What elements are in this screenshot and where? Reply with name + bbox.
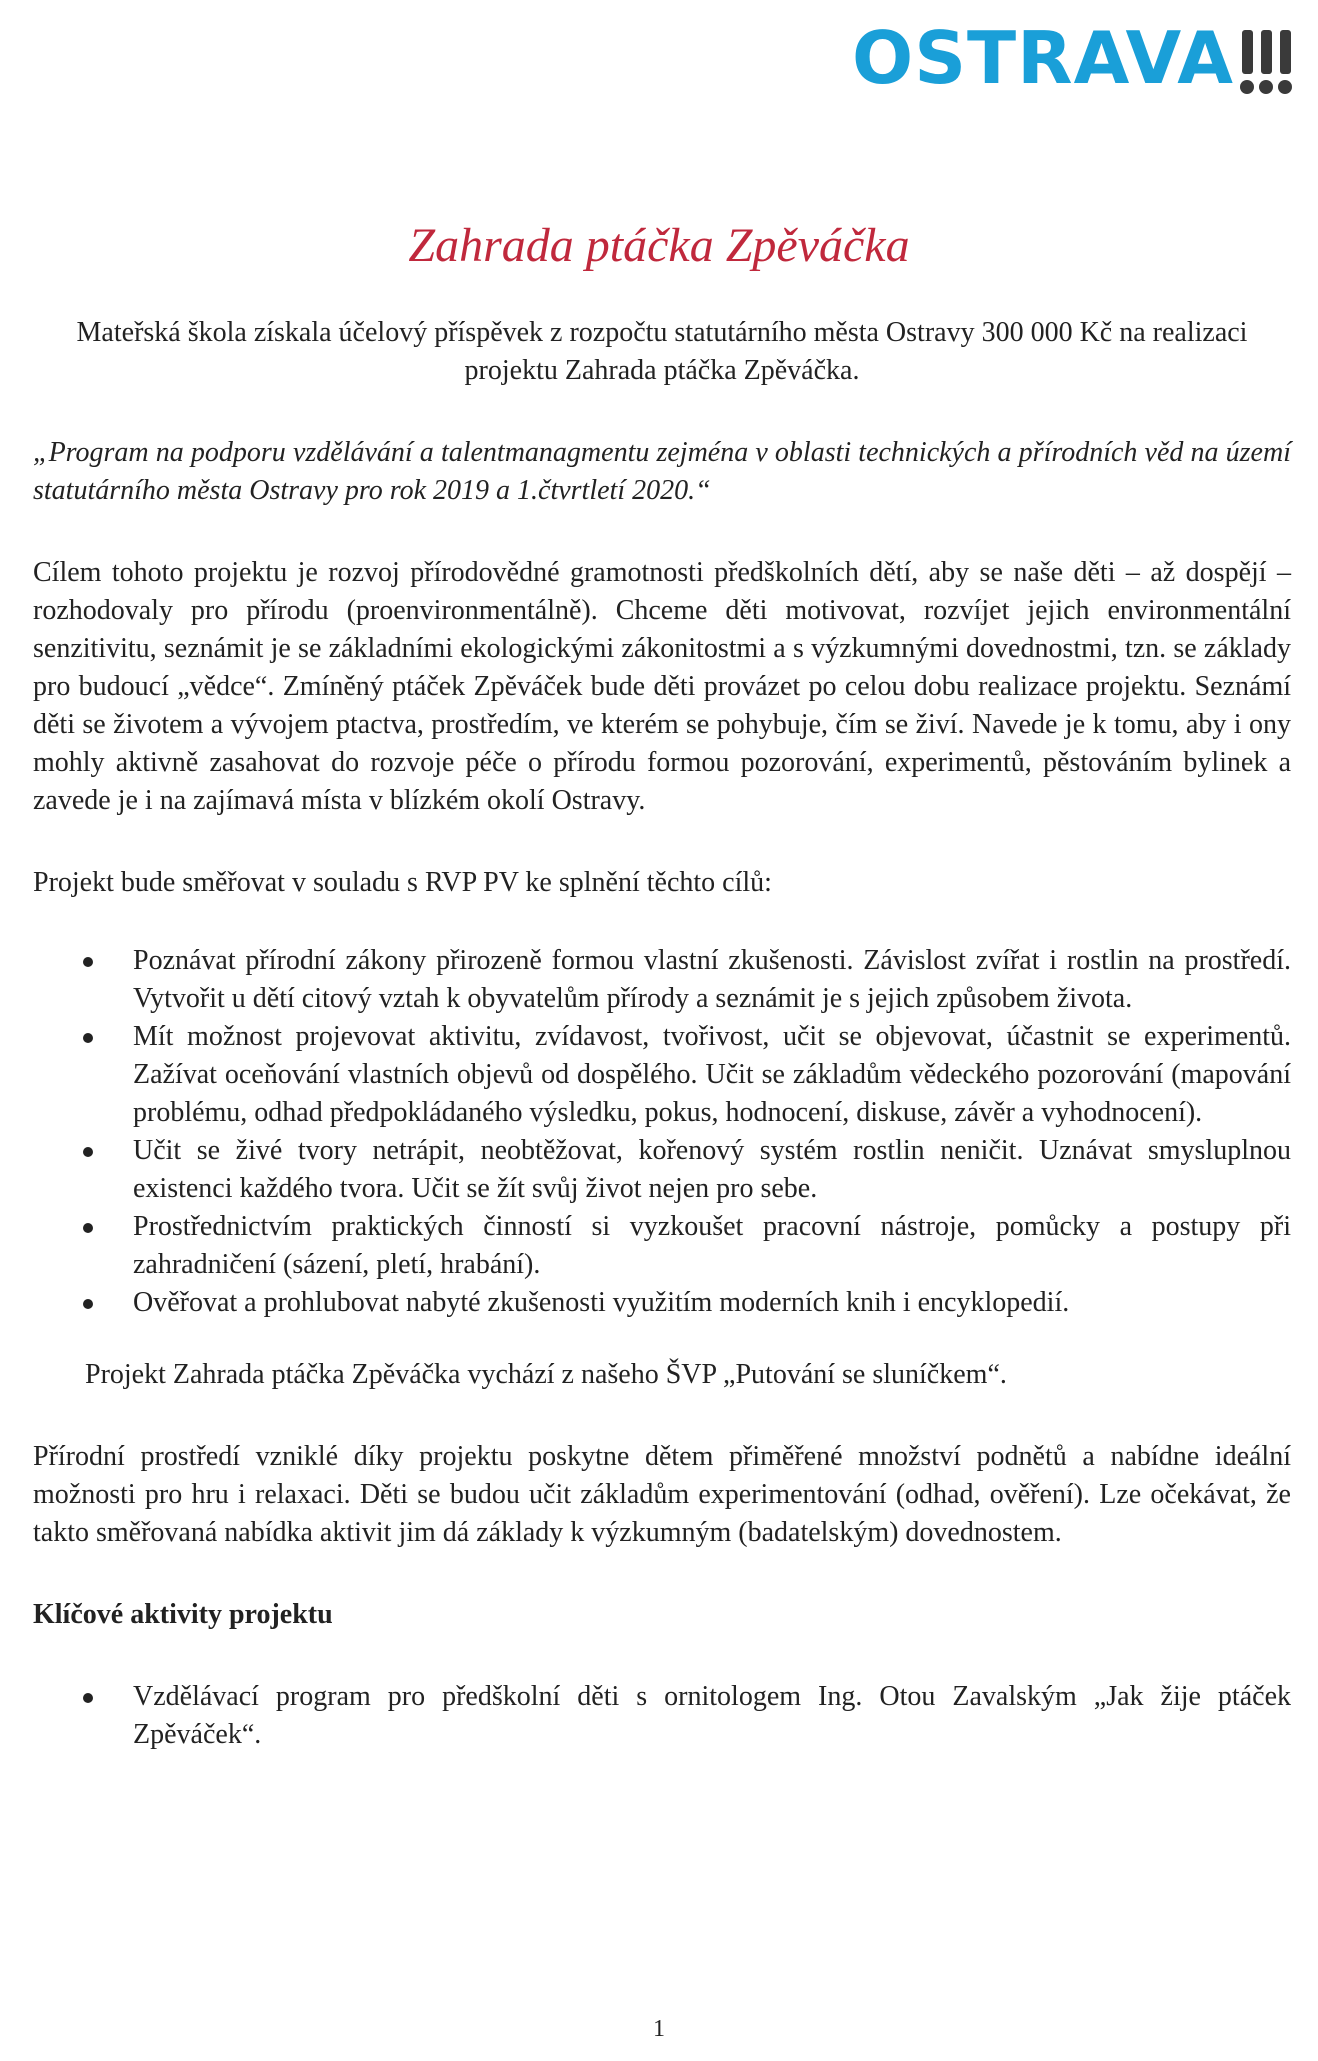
goal-item: Ověřovat a prohlubovat nabyté zkušenosti využitím moderních knih i encyklopedií. (33, 1284, 1291, 1322)
ostrava-logo (851, 16, 1292, 100)
activity-item: Vzdělávací program pro předškolní děti s ornitologem Ing. Otou Zavalským „Jak žije ptáček Zpěváček“. (33, 1678, 1291, 1754)
goal-item: Učit se živé tvory netrápit, neobtěžovat, kořenový systém rostlin neničit. Uznávat smysluplnou existenci každého tvora. Učit se žít svůj život nejen pro sebe. (33, 1132, 1291, 1208)
goal-item: Mít možnost projevovat aktivitu, zvídavost, tvořivost, učit se objevovat, účastnit se experimentů. Zažívat oceňování vlastních objevů od dospělého. Učit se základům vědeckého pozorování (mapování problému, odhad předpokládaného výsledku, pokus, hodnocení, diskuse, závěr a vyhodnocení). (33, 1018, 1291, 1132)
activities-heading: Klíčové aktivity projektu (33, 1599, 333, 1630)
activities-list (33, 1678, 1291, 1754)
document-title: Zahrada ptáčka Zpěváčka (408, 219, 910, 272)
program-quote: „Program na podporu vzdělávání a talentmanagmentu zejména v oblasti technických a přírodních věd na území statutárního města Ostravy pro rok 2019 a 1.čtvrtletí 2020.“ (33, 437, 1291, 506)
intro-paragraph: Mateřská škola získala účelový příspěvek z rozpočtu statutárního města Ostravy 300 000 Kč na realizaci projektu Zahrada ptáčka Zpěváčka. (76, 317, 1248, 386)
svp-line: Projekt Zahrada ptáčka Zpěváčka vychází z našeho ŠVP „Putování se sluníčkem“. (85, 1359, 1007, 1390)
logo-exclamations-icon (1240, 30, 1292, 94)
goal-paragraph: Cílem tohoto projektu je rozvoj přírodovědné gramotnosti předškolních dětí, aby se naše děti – až dospějí – rozhodovaly pro přírodu (proenvironmentálně). Chceme děti motivovat, rozvíjet jejich environmentální senzitivitu, seznámit je se základními ekologickými zákonitostmi a s výzkumnými dovednostmi, tzn. se základy pro budoucí „vědce“. Zmíněný ptáček Zpěváček bude děti provázet po celou dobu realizace projektu. Seznámí děti se životem a vývojem ptactva, prostředím, ve kterém se pohybuje, čím se živí. Navede je k tomu, aby i ony mohly aktivně zasahovat do rozvoje péče o přírodu formou pozorování, experimentů, pěstováním bylinek a zavede je i na zajímavá místa v blízkém okolí Ostravy. (33, 557, 1291, 816)
goals-list (33, 942, 1291, 1322)
document-body (33, 314, 1291, 1754)
goal-item: Poznávat přírodní zákony přirozeně formou vlastní zkušenosti. Závislost zvířat i rostlin na prostředí. Vytvořit u dětí citový vztah k obyvatelům přírody a seznámit je s jejich způsobem života. (33, 942, 1291, 1018)
page-number: 1 (653, 2016, 665, 2042)
environment-paragraph: Přírodní prostředí vzniklé díky projektu poskytne dětem přiměřené množství podnětů a nabídne ideální možnosti pro hru i relaxaci. Děti se budou učit základům experimentování (odhad, ověření). Lze očekávat, že takto směřovaná nabídka aktivit jim dá základy k výzkumným (badatelským) dovednostem. (33, 1441, 1291, 1548)
goal-item: Prostřednictvím praktických činností si vyzkoušet pracovní nástroje, pomůcky a postupy při zahradničení (sázení, pletí, hrabání). (33, 1208, 1291, 1284)
goals-intro: Projekt bude směřovat v souladu s RVP PV ke splnění těchto cílů: (33, 867, 772, 898)
logo-wordmark: OSTRAVA (851, 16, 1234, 100)
